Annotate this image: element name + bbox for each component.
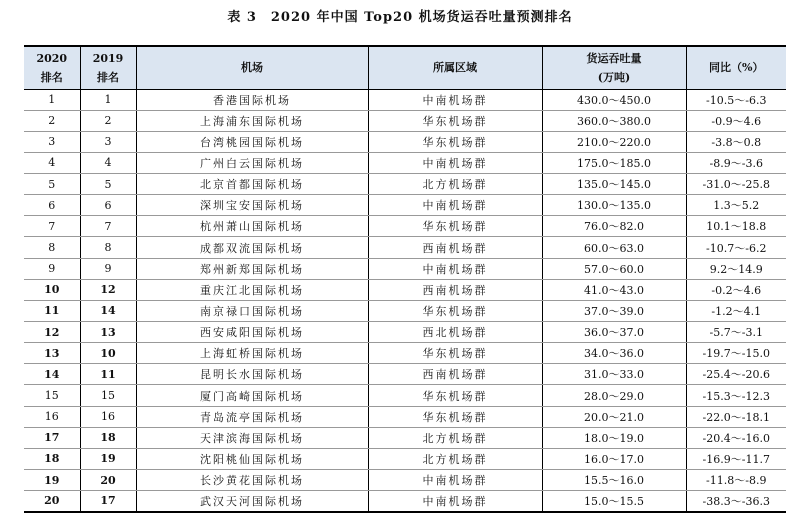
- header-airport: 机场: [136, 46, 368, 89]
- region-cell: 北方机场群: [368, 174, 542, 195]
- airport-name-cell: 西安咸阳国际机场: [136, 322, 368, 343]
- rank-2020-cell: 5: [24, 174, 80, 195]
- cargo-volume-cell: 175.0～185.0: [542, 152, 686, 173]
- rank-2020-cell: 11: [24, 300, 80, 321]
- cargo-volume-cell: 60.0～63.0: [542, 237, 686, 258]
- table-row: [24, 131, 786, 152]
- yoy-change-cell: -38.3～-36.3: [686, 491, 786, 512]
- yoy-change-cell: -10.5～-6.3: [686, 89, 786, 110]
- yoy-change-cell: -0.9～4.6: [686, 110, 786, 131]
- header-rank-2020: [24, 46, 80, 89]
- yoy-change-cell: -3.8～0.8: [686, 131, 786, 152]
- airport-name-cell: 天津滨海国际机场: [136, 427, 368, 448]
- yoy-change-cell: -22.0～-18.1: [686, 406, 786, 427]
- airport-name-cell: 香港国际机场: [136, 89, 368, 110]
- airport-name-cell: 重庆江北国际机场: [136, 279, 368, 300]
- airport-name-cell: 厦门高崎国际机场: [136, 385, 368, 406]
- cargo-volume-cell: 15.5～16.0: [542, 470, 686, 491]
- table-row: [24, 385, 786, 406]
- table-row: [24, 258, 786, 279]
- cargo-volume-cell: 210.0～220.0: [542, 131, 686, 152]
- table-body: [24, 89, 786, 512]
- cargo-volume-cell: 34.0～36.0: [542, 343, 686, 364]
- rank-2019-cell: 19: [80, 448, 136, 469]
- region-cell: 中南机场群: [368, 152, 542, 173]
- rank-2019-cell: 5: [80, 174, 136, 195]
- region-cell: 华东机场群: [368, 406, 542, 427]
- rank-2020-cell: 10: [24, 279, 80, 300]
- rank-2020-cell: 15: [24, 385, 80, 406]
- rank-2020-cell: 14: [24, 364, 80, 385]
- header-row: [24, 46, 786, 89]
- rank-2019-cell: 14: [80, 300, 136, 321]
- rank-2019-cell: 11: [80, 364, 136, 385]
- rank-2019-cell: 18: [80, 427, 136, 448]
- yoy-change-cell: -5.7～-3.1: [686, 322, 786, 343]
- region-cell: 中南机场群: [368, 89, 542, 110]
- rank-2019-cell: 3: [80, 131, 136, 152]
- airport-name-cell: 台湾桃园国际机场: [136, 131, 368, 152]
- table-row: [24, 470, 786, 491]
- table-row: [24, 322, 786, 343]
- yoy-change-cell: -10.7～-6.2: [686, 237, 786, 258]
- rank-2020-cell: 4: [24, 152, 80, 173]
- table-row: [24, 300, 786, 321]
- yoy-change-cell: -8.9～-3.6: [686, 152, 786, 173]
- rank-2020-cell: 6: [24, 195, 80, 216]
- rank-2020-cell: 17: [24, 427, 80, 448]
- airport-name-cell: 北京首都国际机场: [136, 174, 368, 195]
- table-row: [24, 491, 786, 512]
- cargo-volume-cell: 76.0～82.0: [542, 216, 686, 237]
- rank-2019-cell: 17: [80, 491, 136, 512]
- table-row: [24, 195, 786, 216]
- rank-2019-cell: 20: [80, 470, 136, 491]
- header-rank-2020-year: 2020: [36, 51, 68, 65]
- table-row: [24, 427, 786, 448]
- airport-name-cell: 成都双流国际机场: [136, 237, 368, 258]
- header-rank-2019: [80, 46, 136, 89]
- yoy-change-cell: -0.2～4.6: [686, 279, 786, 300]
- airport-name-cell: 杭州萧山国际机场: [136, 216, 368, 237]
- region-cell: 中南机场群: [368, 491, 542, 512]
- rank-2019-cell: 4: [80, 152, 136, 173]
- region-cell: 北方机场群: [368, 448, 542, 469]
- header-volume: [542, 46, 686, 89]
- yoy-change-cell: -16.9～-11.7: [686, 448, 786, 469]
- airport-name-cell: 南京禄口国际机场: [136, 300, 368, 321]
- airport-name-cell: 郑州新郑国际机场: [136, 258, 368, 279]
- rank-2020-cell: 8: [24, 237, 80, 258]
- rank-2019-cell: 13: [80, 322, 136, 343]
- table-row: [24, 152, 786, 173]
- rank-2020-cell: 20: [24, 491, 80, 512]
- rank-2020-cell: 12: [24, 322, 80, 343]
- rank-2019-cell: 10: [80, 343, 136, 364]
- yoy-change-cell: -20.4～-16.0: [686, 427, 786, 448]
- yoy-change-cell: -15.3～-12.3: [686, 385, 786, 406]
- rank-2019-cell: 8: [80, 237, 136, 258]
- airport-name-cell: 青岛流亭国际机场: [136, 406, 368, 427]
- region-cell: 西南机场群: [368, 237, 542, 258]
- region-cell: 中南机场群: [368, 195, 542, 216]
- cargo-volume-cell: 130.0～135.0: [542, 195, 686, 216]
- rank-2020-cell: 9: [24, 258, 80, 279]
- rank-2020-cell: 3: [24, 131, 80, 152]
- yoy-change-cell: 9.2～14.9: [686, 258, 786, 279]
- airport-name-cell: 上海虹桥国际机场: [136, 343, 368, 364]
- cargo-volume-cell: 31.0～33.0: [542, 364, 686, 385]
- rank-2019-cell: 15: [80, 385, 136, 406]
- cargo-volume-cell: 36.0～37.0: [542, 322, 686, 343]
- table-title: 表 3 2020 年中国 Top20 机场货运吞吐量预测排名: [227, 10, 573, 25]
- region-cell: 西南机场群: [368, 279, 542, 300]
- region-cell: 中南机场群: [368, 258, 542, 279]
- region-cell: 华东机场群: [368, 131, 542, 152]
- cargo-volume-cell: 135.0～145.0: [542, 174, 686, 195]
- region-cell: 西北机场群: [368, 322, 542, 343]
- cargo-volume-cell: 430.0～450.0: [542, 89, 686, 110]
- header-rank-2020-label: 排名: [40, 70, 63, 84]
- yoy-change-cell: -31.0～-25.8: [686, 174, 786, 195]
- airport-name-cell: 上海浦东国际机场: [136, 110, 368, 131]
- cargo-volume-cell: 360.0～380.0: [542, 110, 686, 131]
- table-row: [24, 216, 786, 237]
- yoy-change-cell: -19.7～-15.0: [686, 343, 786, 364]
- cargo-volume-cell: 16.0～17.0: [542, 448, 686, 469]
- rank-2019-cell: 9: [80, 258, 136, 279]
- region-cell: 华东机场群: [368, 216, 542, 237]
- rank-2020-cell: 2: [24, 110, 80, 131]
- rank-2020-cell: 7: [24, 216, 80, 237]
- header-yoy: 同比（%）: [686, 46, 786, 89]
- rank-2020-cell: 1: [24, 89, 80, 110]
- airport-name-cell: 长沙黄花国际机场: [136, 470, 368, 491]
- rank-2019-cell: 16: [80, 406, 136, 427]
- region-cell: 华东机场群: [368, 300, 542, 321]
- header-region: 所属区域: [368, 46, 542, 89]
- airport-name-cell: 沈阳桃仙国际机场: [136, 448, 368, 469]
- yoy-change-cell: 10.1～18.8: [686, 216, 786, 237]
- cargo-volume-cell: 18.0～19.0: [542, 427, 686, 448]
- table-row: [24, 448, 786, 469]
- yoy-change-cell: 1.3～5.2: [686, 195, 786, 216]
- rank-2020-cell: 13: [24, 343, 80, 364]
- rank-2020-cell: 18: [24, 448, 80, 469]
- table-row: [24, 89, 786, 110]
- header-rank-2019-label: 排名: [97, 70, 119, 84]
- rank-2019-cell: 2: [80, 110, 136, 131]
- airport-name-cell: 武汉天河国际机场: [136, 491, 368, 512]
- rank-2020-cell: 19: [24, 470, 80, 491]
- ranking-table: [24, 45, 786, 513]
- cargo-volume-cell: 28.0～29.0: [542, 385, 686, 406]
- rank-2019-cell: 1: [80, 89, 136, 110]
- cargo-volume-cell: 20.0～21.0: [542, 406, 686, 427]
- header-volume-unit: (万吨): [597, 70, 631, 84]
- rank-2020-cell: 16: [24, 406, 80, 427]
- region-cell: 华东机场群: [368, 110, 542, 131]
- header-volume-label: 货运吞吐量: [586, 51, 642, 65]
- table-row: [24, 364, 786, 385]
- region-cell: 华东机场群: [368, 343, 542, 364]
- rank-2019-cell: 12: [80, 279, 136, 300]
- yoy-change-cell: -1.2～4.1: [686, 300, 786, 321]
- region-cell: 中南机场群: [368, 470, 542, 491]
- cargo-volume-cell: 57.0～60.0: [542, 258, 686, 279]
- region-cell: 西南机场群: [368, 364, 542, 385]
- table-row: [24, 279, 786, 300]
- cargo-volume-cell: 37.0～39.0: [542, 300, 686, 321]
- yoy-change-cell: -11.8～-8.9: [686, 470, 786, 491]
- table-row: [24, 174, 786, 195]
- region-cell: 华东机场群: [368, 385, 542, 406]
- region-cell: 北方机场群: [368, 427, 542, 448]
- table-row: [24, 237, 786, 258]
- table-row: [24, 406, 786, 427]
- airport-name-cell: 昆明长水国际机场: [136, 364, 368, 385]
- rank-2019-cell: 6: [80, 195, 136, 216]
- table-row: [24, 343, 786, 364]
- airport-name-cell: 广州白云国际机场: [136, 152, 368, 173]
- airport-name-cell: 深圳宝安国际机场: [136, 195, 368, 216]
- table-row: [24, 110, 786, 131]
- table-header: [24, 46, 786, 89]
- cargo-volume-cell: 15.0～15.5: [542, 491, 686, 512]
- yoy-change-cell: -25.4～-20.6: [686, 364, 786, 385]
- rank-2019-cell: 7: [80, 216, 136, 237]
- cargo-volume-cell: 41.0～43.0: [542, 279, 686, 300]
- header-rank-2019-year: 2019: [92, 51, 124, 65]
